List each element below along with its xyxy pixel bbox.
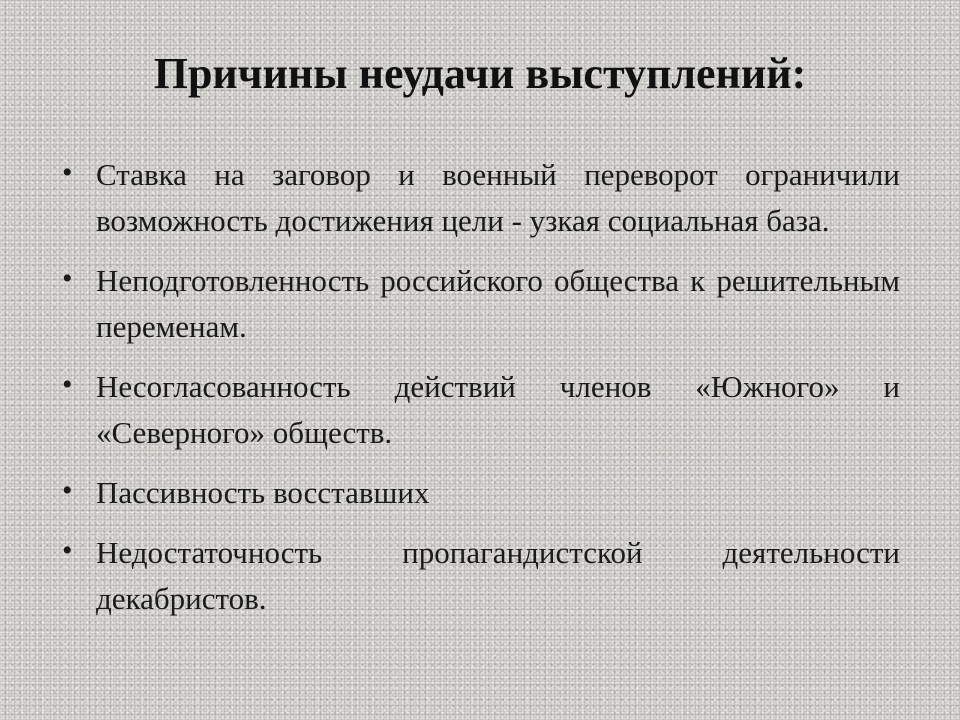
bullet-item (60, 364, 900, 456)
bullet-icon: • (62, 534, 73, 567)
bullet-icon: • (62, 262, 73, 295)
bullet-text: Неподготовленность российского общества к решительным переменам. (96, 263, 900, 344)
bullet-icon: • (62, 474, 73, 507)
bullet-item (60, 470, 900, 516)
bullet-icon: • (62, 156, 73, 189)
bullet-text: Ставка на заговор и военный переворот ограничили возможность достижения цели - узкая социальная база. (96, 157, 900, 238)
bullet-text: Несогласованность действий членов «Южного» и «Северного» обществ. (96, 369, 900, 450)
bullet-text: Пассивность восставших (96, 475, 430, 510)
bullet-item (60, 152, 900, 244)
bullet-text: Недостаточность пропагандистской деятельности декабристов. (96, 535, 900, 616)
bullet-item (60, 530, 900, 622)
bullet-icon: • (62, 368, 73, 401)
bullet-item (60, 258, 900, 350)
bullet-list (60, 152, 900, 636)
slide-title: Причины неудачи выступлений: (153, 49, 807, 98)
